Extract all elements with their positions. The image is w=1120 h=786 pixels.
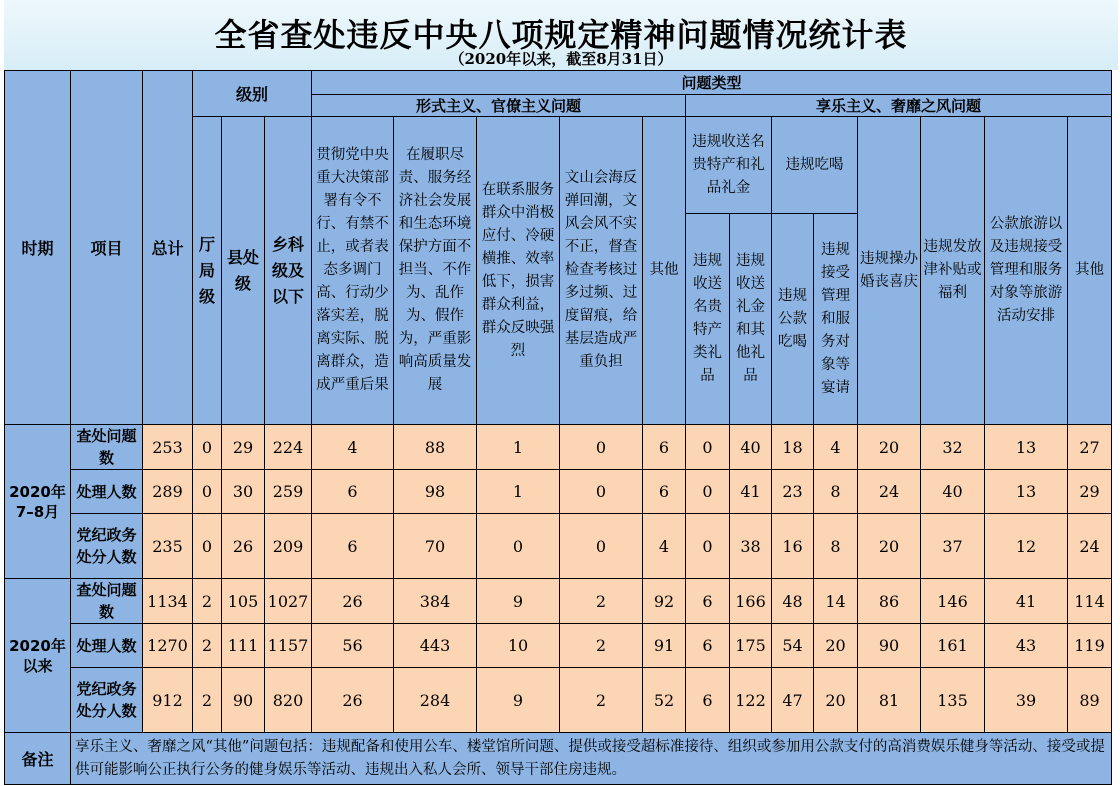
table-row [5, 624, 1112, 668]
data-cell: 224 [265, 425, 312, 470]
page-title: 全省查处违反中央八项规定精神问题情况统计表 [214, 16, 908, 54]
data-cell: 0 [193, 425, 222, 470]
data-cell: 0 [560, 425, 643, 470]
row-label: 查处问题数 [71, 425, 143, 470]
data-cell: 86 [858, 579, 921, 624]
data-cell: 20 [858, 514, 921, 579]
header-period: 时期 [5, 71, 71, 425]
data-cell: 2 [560, 579, 643, 624]
data-cell: 122 [730, 668, 772, 733]
data-cell: 105 [222, 579, 265, 624]
header-formalism-1: 贯彻党中央重大决策部署有令不行、有禁不止，或者表态多调门高、行动少落实差，脱离实际、脱离群众，造成严重后果 [312, 117, 394, 425]
data-cell: 2 [560, 624, 643, 668]
data-cell: 2 [193, 668, 222, 733]
data-cell: 16 [772, 514, 814, 579]
data-cell: 89 [1068, 668, 1112, 733]
data-cell: 52 [643, 668, 686, 733]
data-cell: 175 [730, 624, 772, 668]
statistics-table [4, 70, 1112, 785]
data-cell: 0 [686, 514, 730, 579]
note-label: 备注 [5, 733, 71, 785]
data-cell: 32 [921, 425, 985, 470]
data-cell: 13 [985, 470, 1068, 514]
table-row [5, 668, 1112, 733]
data-cell: 0 [560, 514, 643, 579]
data-cell: 6 [312, 470, 394, 514]
data-cell: 1 [477, 470, 560, 514]
data-cell: 0 [193, 514, 222, 579]
header-level: 级别 [193, 71, 312, 117]
data-cell: 90 [222, 668, 265, 733]
data-cell: 37 [921, 514, 985, 579]
data-cell: 18 [772, 425, 814, 470]
data-cell: 26 [222, 514, 265, 579]
row-label: 处理人数 [71, 624, 143, 668]
header-hedonism-other: 其他 [1068, 117, 1112, 425]
data-cell: 9 [477, 668, 560, 733]
header-formalism: 形式主义、官僚主义问题 [312, 95, 686, 117]
data-cell: 1027 [265, 579, 312, 624]
data-cell: 40 [730, 425, 772, 470]
header-level-xiang: 乡科级及以下 [265, 117, 312, 425]
data-cell: 111 [222, 624, 265, 668]
row-label: 查处问题数 [71, 579, 143, 624]
data-cell: 119 [1068, 624, 1112, 668]
header-eat-2: 违规接受管理和服务对象等宴请 [814, 214, 858, 425]
header-eat-1: 违规公款吃喝 [772, 214, 814, 425]
header-item: 项目 [71, 71, 143, 425]
data-cell: 2 [193, 579, 222, 624]
data-cell: 1 [477, 425, 560, 470]
data-cell: 91 [643, 624, 686, 668]
data-cell: 6 [312, 514, 394, 579]
data-cell: 259 [265, 470, 312, 514]
data-cell: 0 [560, 470, 643, 514]
data-cell: 0 [686, 425, 730, 470]
header-gift-2: 违规收送礼金和其他礼品 [730, 214, 772, 425]
data-cell: 4 [312, 425, 394, 470]
header-formalism-2: 在履职尽责、服务经济社会发展和生态环境保护方面不担当、不作为、乱作为、假作为，严重影响高质量发展 [394, 117, 477, 425]
header-total: 总计 [143, 71, 193, 425]
table-row [5, 425, 1112, 470]
page-subtitle: （2020年以来，截至8月31日） [449, 50, 673, 68]
row-label: 党纪政务处分人数 [71, 668, 143, 733]
data-cell: 6 [686, 624, 730, 668]
data-cell: 1270 [143, 624, 193, 668]
data-cell: 30 [222, 470, 265, 514]
data-cell: 81 [858, 668, 921, 733]
data-cell: 114 [1068, 579, 1112, 624]
data-cell: 20 [858, 425, 921, 470]
data-cell: 6 [643, 425, 686, 470]
data-cell: 4 [643, 514, 686, 579]
data-cell: 90 [858, 624, 921, 668]
data-cell: 235 [143, 514, 193, 579]
data-cell: 912 [143, 668, 193, 733]
data-cell: 0 [686, 470, 730, 514]
header-level-xian: 县处级 [222, 117, 265, 425]
header-formalism-other: 其他 [643, 117, 686, 425]
data-cell: 8 [814, 470, 858, 514]
data-cell: 9 [477, 579, 560, 624]
data-cell: 2 [560, 668, 643, 733]
data-cell: 253 [143, 425, 193, 470]
data-cell: 1134 [143, 579, 193, 624]
header-gift-group: 违规收送名贵特产和礼品礼金 [686, 117, 772, 214]
data-cell: 38 [730, 514, 772, 579]
data-cell: 146 [921, 579, 985, 624]
data-cell: 54 [772, 624, 814, 668]
data-cell: 92 [643, 579, 686, 624]
header-travel: 公款旅游以及违规接受管理和服务对象等旅游活动安排 [985, 117, 1068, 425]
data-cell: 0 [477, 514, 560, 579]
data-cell: 26 [312, 668, 394, 733]
period-label: 2020年7–8月 [5, 425, 71, 579]
data-cell: 20 [814, 624, 858, 668]
data-cell: 135 [921, 668, 985, 733]
data-cell: 24 [1068, 514, 1112, 579]
data-cell: 820 [265, 668, 312, 733]
data-cell: 39 [985, 668, 1068, 733]
data-cell: 166 [730, 579, 772, 624]
data-cell: 23 [772, 470, 814, 514]
header-wedding: 违规操办婚丧喜庆 [858, 117, 921, 425]
table-row [5, 470, 1112, 514]
data-cell: 443 [394, 624, 477, 668]
table-row [5, 514, 1112, 579]
header-formalism-3: 在联系服务群众中消极应付、冷硬横推、效率低下，损害群众利益，群众反映强烈 [477, 117, 560, 425]
data-cell: 6 [643, 470, 686, 514]
note-text: 享乐主义、奢靡之风“其他”问题包括：违规配备和使用公车、楼堂馆所问题、提供或接受超标准接待、组织或参加用公款支付的高消费娱乐健身等活动、接受或提供可能影响公正执行公务的健身娱乐等活动、违规出入私人会所、领导干部住房违规。 [71, 733, 1112, 785]
data-cell: 41 [730, 470, 772, 514]
row-label: 处理人数 [71, 470, 143, 514]
data-cell: 284 [394, 668, 477, 733]
data-cell: 56 [312, 624, 394, 668]
data-cell: 6 [686, 579, 730, 624]
row-label: 党纪政务处分人数 [71, 514, 143, 579]
data-cell: 1157 [265, 624, 312, 668]
header-problem-type: 问题类型 [312, 71, 1112, 95]
data-cell: 47 [772, 668, 814, 733]
title-bar [4, 0, 1118, 70]
data-cell: 2 [193, 624, 222, 668]
data-cell: 98 [394, 470, 477, 514]
data-cell: 20 [814, 668, 858, 733]
data-cell: 70 [394, 514, 477, 579]
header-gift-1: 违规收送名贵特产类礼品 [686, 214, 730, 425]
data-cell: 40 [921, 470, 985, 514]
data-cell: 289 [143, 470, 193, 514]
data-cell: 14 [814, 579, 858, 624]
data-cell: 26 [312, 579, 394, 624]
data-cell: 6 [686, 668, 730, 733]
data-cell: 384 [394, 579, 477, 624]
data-cell: 161 [921, 624, 985, 668]
data-cell: 209 [265, 514, 312, 579]
header-formalism-4: 文山会海反弹回潮，文风会风不实不正，督查检查考核过多过频、过度留痕，给基层造成严重负担 [560, 117, 643, 425]
period-label: 2020年以来 [5, 579, 71, 733]
data-cell: 29 [1068, 470, 1112, 514]
header-eat-group: 违规吃喝 [772, 117, 858, 214]
data-cell: 24 [858, 470, 921, 514]
header-hedonism: 享乐主义、奢靡之风问题 [686, 95, 1112, 117]
data-cell: 29 [222, 425, 265, 470]
data-cell: 27 [1068, 425, 1112, 470]
data-cell: 41 [985, 579, 1068, 624]
data-cell: 0 [193, 470, 222, 514]
table-row [5, 579, 1112, 624]
header-level-ting: 厅局级 [193, 117, 222, 425]
data-cell: 12 [985, 514, 1068, 579]
data-cell: 4 [814, 425, 858, 470]
data-cell: 43 [985, 624, 1068, 668]
header-subsidy: 违规发放津补贴或福利 [921, 117, 985, 425]
data-cell: 13 [985, 425, 1068, 470]
data-cell: 8 [814, 514, 858, 579]
data-cell: 48 [772, 579, 814, 624]
data-cell: 10 [477, 624, 560, 668]
data-cell: 88 [394, 425, 477, 470]
